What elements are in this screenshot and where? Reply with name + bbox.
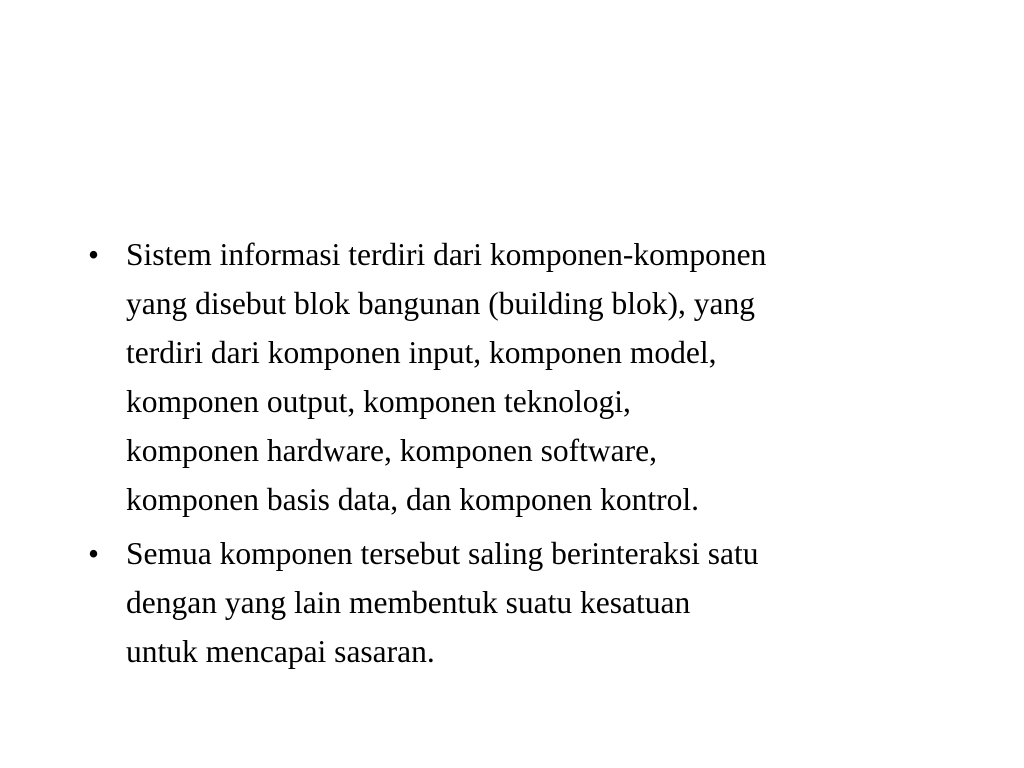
bullet-text-line: komponen output, komponen teknologi, [126,384,631,419]
bullet-text-line: Semua komponen tersebut saling berinteraksi satu [126,536,759,571]
bullet-text-line: terdiri dari komponen input, komponen model, [126,335,717,370]
bullet-text-line: komponen hardware, komponen software, [126,433,657,468]
bullet-icon: • [88,237,100,272]
bullet-text-line: Sistem informasi terdiri dari komponen-komponen [126,237,767,272]
bullet-text-line: untuk mencapai sasaran. [126,634,435,669]
bullet-text-line: dengan yang lain membentuk suatu kesatuan [126,585,691,620]
bullet-item-interaction [88,529,988,676]
bullet-icon: • [88,536,100,571]
bullet-text-line: komponen basis data, dan komponen kontrol. [126,482,700,517]
bullet-text-line: yang disebut blok bangunan (building blok), yang [126,286,756,321]
bullet-item-components [88,230,988,524]
bullet-list [88,230,988,681]
